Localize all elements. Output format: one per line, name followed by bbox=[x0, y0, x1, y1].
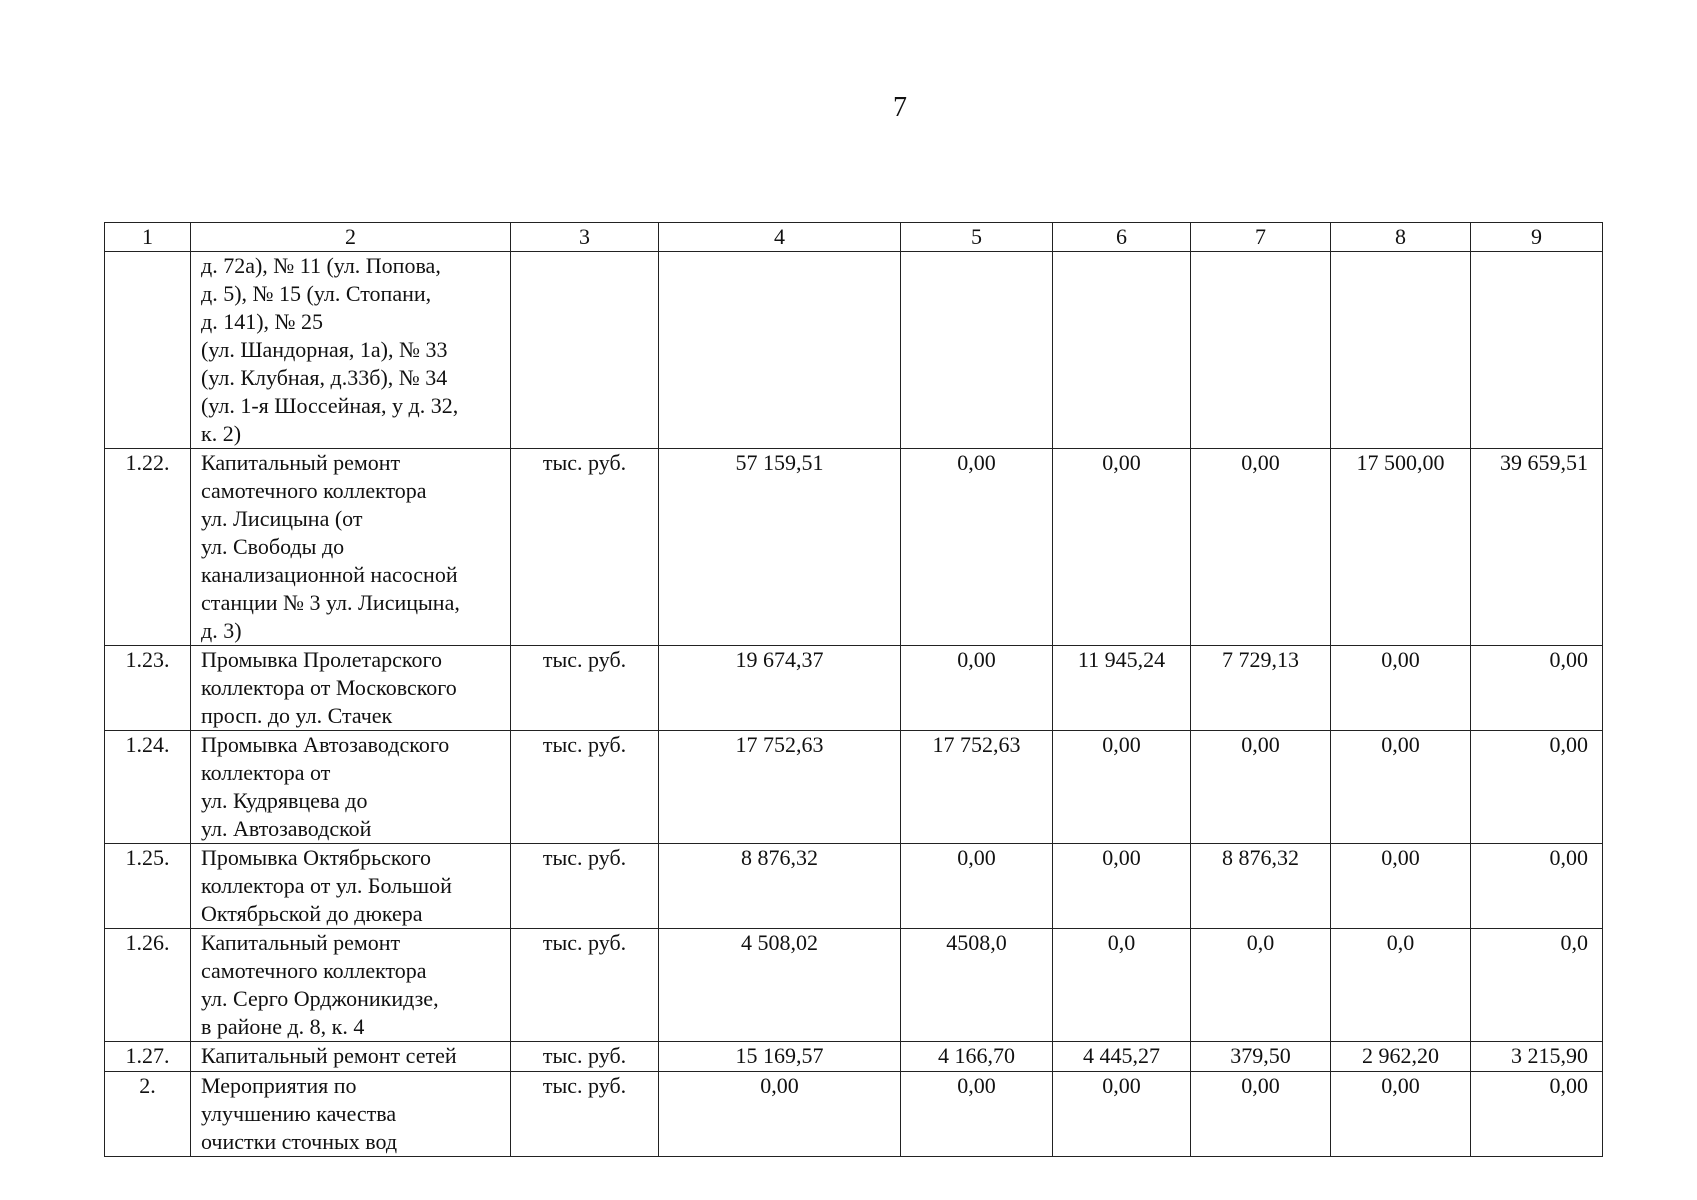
year-value-cell: 7 729,13 bbox=[1191, 646, 1331, 731]
item-name-line: ул. Серго Орджоникидзе, bbox=[201, 986, 439, 1011]
year-value-cell: 0,00 bbox=[1331, 844, 1471, 929]
column-header: 4 bbox=[659, 223, 901, 252]
table-row bbox=[105, 731, 1603, 844]
item-name-cell bbox=[191, 252, 511, 449]
item-name-line: Промывка Октябрьского bbox=[201, 845, 431, 870]
year-value-cell: 0,0 bbox=[1191, 929, 1331, 1042]
column-header: 3 bbox=[511, 223, 659, 252]
row-number-cell: 1.24. bbox=[105, 731, 191, 844]
table-row bbox=[105, 252, 1603, 449]
item-name-line: коллектора от Московского bbox=[201, 675, 457, 700]
year-value-cell: 4 445,27 bbox=[1053, 1042, 1191, 1072]
year-value-cell: 0,00 bbox=[1471, 731, 1603, 844]
year-value-cell: 0,00 bbox=[1331, 646, 1471, 731]
year-value-cell bbox=[1191, 252, 1331, 449]
year-value-cell: 11 945,24 bbox=[1053, 646, 1191, 731]
total-cell: 19 674,37 bbox=[659, 646, 901, 731]
item-name-line: в районе д. 8, к. 4 bbox=[201, 1014, 365, 1039]
year-value-cell: 0,00 bbox=[901, 449, 1053, 646]
year-value-cell: 0,00 bbox=[1331, 1072, 1471, 1157]
item-name-line: ул. Свободы до bbox=[201, 534, 345, 559]
year-value-cell: 0,0 bbox=[1331, 929, 1471, 1042]
column-header: 6 bbox=[1053, 223, 1191, 252]
row-number-cell: 1.27. bbox=[105, 1042, 191, 1072]
item-name-line: Промывка Автозаводского bbox=[201, 732, 450, 757]
year-value-cell: 0,00 bbox=[1191, 731, 1331, 844]
column-header: 1 bbox=[105, 223, 191, 252]
total-cell: 4 508,02 bbox=[659, 929, 901, 1042]
item-name-line: коллектора от ул. Большой bbox=[201, 873, 452, 898]
year-value-cell: 0,0 bbox=[1471, 929, 1603, 1042]
year-value-cell: 2 962,20 bbox=[1331, 1042, 1471, 1072]
unit-cell: тыс. руб. bbox=[511, 731, 659, 844]
item-name-line: (ул. 1-я Шоссейная, у д. 32, bbox=[201, 393, 459, 418]
total-cell: 15 169,57 bbox=[659, 1042, 901, 1072]
column-header: 2 bbox=[191, 223, 511, 252]
item-name-line: самотечного коллектора bbox=[201, 958, 427, 983]
item-name-line: д. 141), № 25 bbox=[201, 309, 324, 334]
unit-cell: тыс. руб. bbox=[511, 844, 659, 929]
year-value-cell: 0,00 bbox=[901, 844, 1053, 929]
total-cell bbox=[659, 252, 901, 449]
total-cell: 17 752,63 bbox=[659, 731, 901, 844]
item-name-line: станции № 3 ул. Лисицына, bbox=[201, 590, 460, 615]
unit-cell: тыс. руб. bbox=[511, 1042, 659, 1072]
item-name-line: улучшению качества bbox=[201, 1101, 397, 1126]
row-number-cell: 1.26. bbox=[105, 929, 191, 1042]
year-value-cell: 379,50 bbox=[1191, 1042, 1331, 1072]
item-name-line: ул. Кудрявцева до bbox=[201, 788, 368, 813]
year-value-cell: 17 752,63 bbox=[901, 731, 1053, 844]
item-name-line: коллектора от bbox=[201, 760, 331, 785]
table-row bbox=[105, 1042, 1603, 1072]
year-value-cell: 0,0 bbox=[1053, 929, 1191, 1042]
item-name-cell bbox=[191, 646, 511, 731]
table-row bbox=[105, 449, 1603, 646]
item-name-cell bbox=[191, 929, 511, 1042]
row-number-cell: 1.23. bbox=[105, 646, 191, 731]
column-header: 9 bbox=[1471, 223, 1603, 252]
item-name-cell bbox=[191, 1072, 511, 1157]
unit-cell bbox=[511, 252, 659, 449]
unit-cell: тыс. руб. bbox=[511, 646, 659, 731]
year-value-cell: 3 215,90 bbox=[1471, 1042, 1603, 1072]
total-cell: 0,00 bbox=[659, 1072, 901, 1157]
item-name-line: ул. Автозаводской bbox=[201, 816, 372, 841]
row-number-cell bbox=[105, 252, 191, 449]
year-value-cell bbox=[1471, 252, 1603, 449]
item-name-line: Мероприятия по bbox=[201, 1073, 357, 1098]
item-name-line: Капитальный ремонт bbox=[201, 930, 401, 955]
year-value-cell bbox=[901, 252, 1053, 449]
table-row bbox=[105, 646, 1603, 731]
item-name-line: Промывка Пролетарского bbox=[201, 647, 442, 672]
item-name-line: (ул. Клубная, д.33б), № 34 bbox=[201, 365, 448, 390]
year-value-cell: 0,00 bbox=[1331, 731, 1471, 844]
item-name-line: Капитальный ремонт сетей bbox=[201, 1043, 457, 1068]
unit-cell: тыс. руб. bbox=[511, 1072, 659, 1157]
item-name-line: самотечного коллектора bbox=[201, 478, 427, 503]
year-value-cell: 0,00 bbox=[1471, 844, 1603, 929]
item-name-line: д. 5), № 15 (ул. Стопани, bbox=[201, 281, 432, 306]
table-row bbox=[105, 1072, 1603, 1157]
column-header: 8 bbox=[1331, 223, 1471, 252]
column-header: 7 bbox=[1191, 223, 1331, 252]
table-row bbox=[105, 844, 1603, 929]
year-value-cell: 0,00 bbox=[1471, 646, 1603, 731]
item-name-cell bbox=[191, 731, 511, 844]
row-number-cell: 1.25. bbox=[105, 844, 191, 929]
item-name-line: канализационной насосной bbox=[201, 562, 458, 587]
year-value-cell: 0,00 bbox=[1191, 449, 1331, 646]
page-number: 7 bbox=[893, 92, 907, 123]
year-value-cell: 0,00 bbox=[1191, 1072, 1331, 1157]
item-name-line: Капитальный ремонт bbox=[201, 450, 401, 475]
table-body bbox=[105, 223, 1603, 1157]
budget-table bbox=[104, 222, 1603, 1157]
item-name-cell bbox=[191, 449, 511, 646]
year-value-cell: 0,00 bbox=[1053, 449, 1191, 646]
item-name-line: д. 3) bbox=[201, 618, 242, 643]
column-header: 5 bbox=[901, 223, 1053, 252]
item-name-cell bbox=[191, 1042, 511, 1072]
item-name-line: д. 72а), № 11 (ул. Попова, bbox=[201, 253, 441, 278]
year-value-cell: 8 876,32 bbox=[1191, 844, 1331, 929]
item-name-cell bbox=[191, 844, 511, 929]
item-name-line: к. 2) bbox=[201, 421, 242, 446]
year-value-cell bbox=[1331, 252, 1471, 449]
column-number-row bbox=[105, 223, 1603, 252]
item-name-line: очистки сточных вод bbox=[201, 1129, 398, 1154]
table-row bbox=[105, 929, 1603, 1042]
year-value-cell: 0,00 bbox=[1053, 1072, 1191, 1157]
item-name-line: Октябрьской до дюкера bbox=[201, 901, 423, 926]
item-name-line: просп. до ул. Стачек bbox=[201, 703, 393, 728]
year-value-cell: 0,00 bbox=[901, 1072, 1053, 1157]
year-value-cell: 4508,0 bbox=[901, 929, 1053, 1042]
unit-cell: тыс. руб. bbox=[511, 449, 659, 646]
year-value-cell: 4 166,70 bbox=[901, 1042, 1053, 1072]
row-number-cell: 1.22. bbox=[105, 449, 191, 646]
year-value-cell: 17 500,00 bbox=[1331, 449, 1471, 646]
year-value-cell bbox=[1053, 252, 1191, 449]
year-value-cell: 39 659,51 bbox=[1471, 449, 1603, 646]
total-cell: 8 876,32 bbox=[659, 844, 901, 929]
unit-cell: тыс. руб. bbox=[511, 929, 659, 1042]
year-value-cell: 0,00 bbox=[901, 646, 1053, 731]
total-cell: 57 159,51 bbox=[659, 449, 901, 646]
item-name-line: ул. Лисицына (от bbox=[201, 506, 363, 531]
row-number-cell: 2. bbox=[105, 1072, 191, 1157]
item-name-line: (ул. Шандорная, 1а), № 33 bbox=[201, 337, 448, 362]
year-value-cell: 0,00 bbox=[1471, 1072, 1603, 1157]
year-value-cell: 0,00 bbox=[1053, 731, 1191, 844]
year-value-cell: 0,00 bbox=[1053, 844, 1191, 929]
